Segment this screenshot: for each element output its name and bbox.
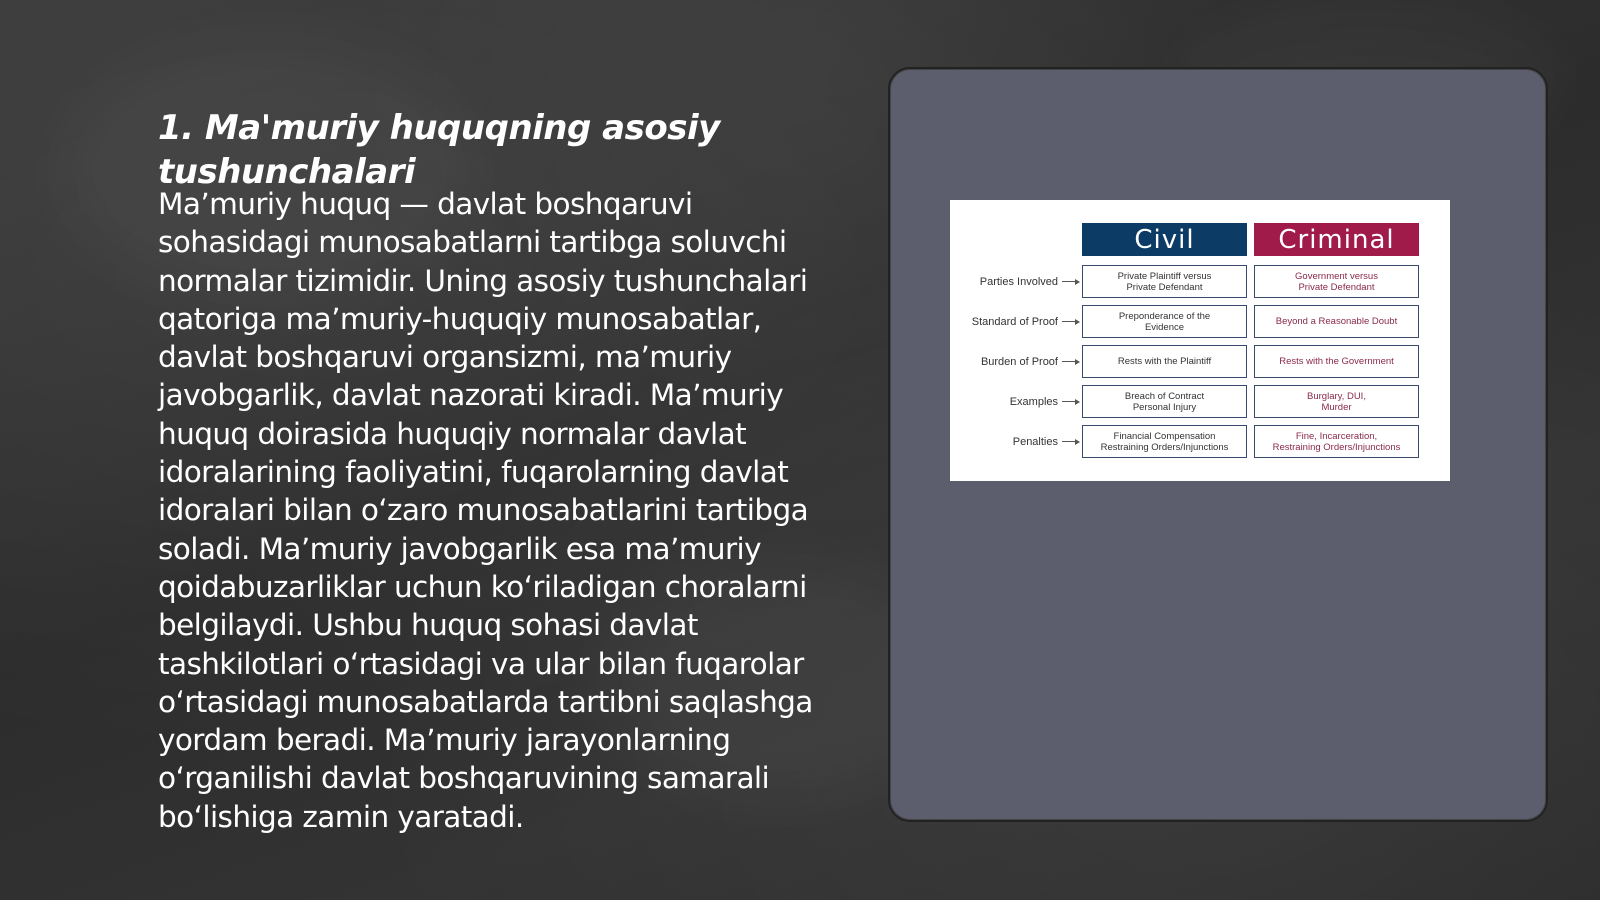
arrow-icon [1062,265,1080,298]
criminal-cell: Rests with the Government [1254,345,1419,378]
civil-cell: Breach of Contract Personal Injury [1082,385,1247,418]
criminal-cell: Beyond a Reasonable Doubt [1254,305,1419,338]
slide-body-text: Ma’muriy huquq — davlat boshqaruvi sohasidagi munosabatlarni tartibga soluvchi normalar tizimidir. Uning asosiy tushunchalari qatoriga ma’muriy-huquqiy munosabatlar, davlat boshqaruvi organsizmi, ma’muriy javobgarlik, davlat nazorati kiradi. Ma’muriy huquq doirasida huquqiy normalar davlat idoralarining faoliyatini, fuqarolarning davlat idoralari bilan o‘zaro munosabatlarini tartibga soladi. Ma’muriy javobgarlik esa ma’muriy qoidabuzarliklar uchun ko‘riladigan choralarni belgilaydi. Ushbu huquq sohasi davlat tashkilotlari o‘rtasidagi va ular bilan fuqarolar o‘rtasidagi munosabatlarda tartibni saqlashga yordam beradi. Ma’muriy jarayonlarning o‘rganilishi davlat boshqaruvining samarali bo‘lishiga zamin yaratadi. [158,187,813,834]
row-label: Standard of Proof [971,315,1058,328]
criminal-header: Criminal [1254,223,1419,256]
row-label: Examples [1009,395,1058,408]
civil-cell: Rests with the Plaintiff [1082,345,1247,378]
arrow-icon [1062,385,1080,418]
civil-header: Civil [1082,223,1247,256]
civil-criminal-comparison-table [950,200,1450,481]
civil-cell: Private Plaintiff versus Private Defendant [1082,265,1247,298]
criminal-cell: Fine, Incarceration, Restraining Orders/Injunctions [1254,425,1419,458]
civil-cell: Financial Compensation Restraining Orders/Injunctions [1082,425,1247,458]
criminal-cell: Government versus Private Defendant [1254,265,1419,298]
row-label: Parties Involved [979,275,1058,288]
arrow-icon [1062,425,1080,458]
slide-title: 1. Ma'muriy huquqning asosiy tushunchalari [158,108,720,192]
criminal-cell: Burglary, DUI, Murder [1254,385,1419,418]
arrow-icon [1062,345,1080,378]
row-label: Burden of Proof [980,355,1058,368]
arrow-icon [1062,305,1080,338]
row-label: Penalties [1012,435,1058,448]
civil-cell: Preponderance of the Evidence [1082,305,1247,338]
